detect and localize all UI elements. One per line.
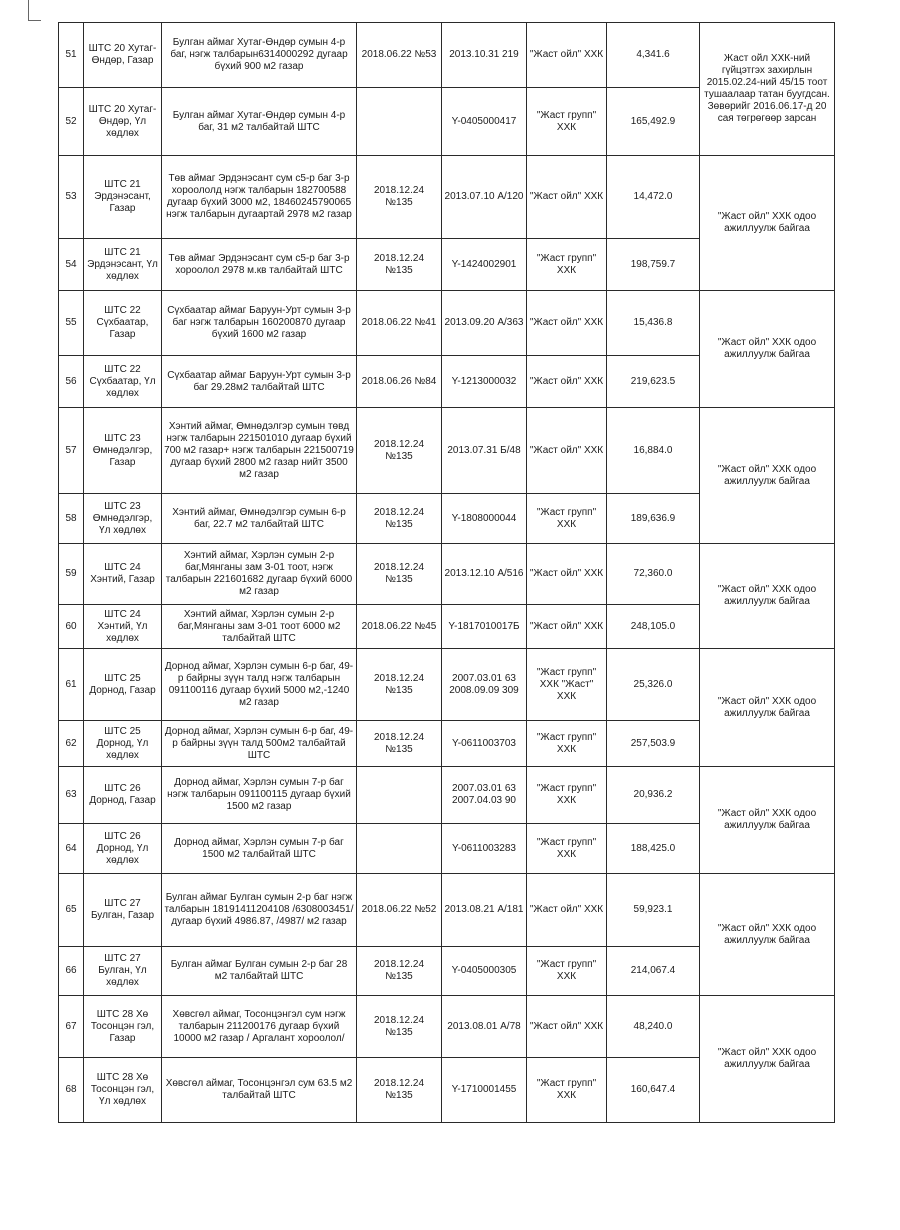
certificate-code: Y-0611003283 <box>442 824 527 874</box>
location-description: Хөвсгөл аймаг, Тосонцэнгэл сум нэгж талбарын 211200176 дугаар бүхий 10000 м2 газар / Аргалант хороолол/ <box>162 996 357 1058</box>
row-number: 52 <box>59 88 84 156</box>
certificate-code: Y-1424002901 <box>442 239 527 291</box>
location-description: Төв аймаг Эрдэнэсант сум с5-р баг 3-р хороололд нэгж талбарын 182700588 дугаар бүхий 3000 м2, 18460245790065 нэгж талбарын дугаартай 2978 м2 газар <box>162 156 357 239</box>
status-note: Жаст ойл ХХК-ний гүйцэтгэх захирлын 2015.02.24-ний 45/15 тоот тушаалаар татан буугдсан. Зөвөрийг 2016.06.17-д 20 сая төгрөгөөр зарсан <box>700 23 835 156</box>
location-description: Төв аймаг Эрдэнэсант сум с5-р баг 3-р хороолол 2978 м.кв талбайтай ШТС <box>162 239 357 291</box>
status-note: "Жаст ойл" ХХК одоо ажиллуулж байгаа <box>700 874 835 996</box>
station-name: ШТС 22 Сүхбаатар, Үл хөдлөх <box>84 356 162 408</box>
owner-company: "Жаст групп" ХХК <box>527 1058 607 1123</box>
location-description: Сүхбаатар аймаг Баруун-Урт сумын 3-р баг нэгж талбарын 160200870 дугаар бүхий 1600 м2 газар <box>162 291 357 356</box>
owner-company: "Жаст групп" ХХК <box>527 494 607 544</box>
station-name: ШТС 26 Дорнод, Газар <box>84 767 162 824</box>
value-amount: 14,472.0 <box>607 156 700 239</box>
certificate-code: Y-0405000305 <box>442 947 527 996</box>
owner-company: "Жаст ойл" ХХК <box>527 356 607 408</box>
owner-company: "Жаст ойл" ХХК <box>527 874 607 947</box>
owner-company: "Жаст ойл" ХХК <box>527 156 607 239</box>
decision-date: 2018.06.22 №52 <box>357 874 442 947</box>
certificate-code: Y-0611003703 <box>442 721 527 767</box>
decision-date: 2018.06.26 №84 <box>357 356 442 408</box>
certificate-code: 2013.08.21 А/181 <box>442 874 527 947</box>
decision-date: 2018.06.22 №53 <box>357 23 442 88</box>
value-amount: 257,503.9 <box>607 721 700 767</box>
owner-company: "Жаст групп" ХХК <box>527 88 607 156</box>
row-number: 56 <box>59 356 84 408</box>
owner-company: "Жаст групп" ХХК <box>527 767 607 824</box>
station-name: ШТС 27 Булган, Үл хөдлөх <box>84 947 162 996</box>
location-description: Хэнтий аймаг, Хэрлэн сумын 2-р баг,Мянганы зам 3-01 тоот, нэгж талбарын 221601682 дугаар бүхий 6000 м2 газар <box>162 544 357 605</box>
row-number: 61 <box>59 649 84 721</box>
owner-company: "Жаст ойл" ХХК <box>527 605 607 649</box>
row-number: 51 <box>59 23 84 88</box>
location-description: Дорнод аймаг, Хэрлэн сумын 6-р баг, 49-р байрны зүүн талд 500м2 талбайтай ШТС <box>162 721 357 767</box>
row-number: 63 <box>59 767 84 824</box>
location-description: Дорнод аймаг, Хэрлэн сумын 6-р баг, 49-р байрны зүүн талд нэгж талбарын 091100116 дугаар бүхий 5000 м2,-1240 м2 газар <box>162 649 357 721</box>
owner-company: "Жаст групп" ХХК <box>527 239 607 291</box>
decision-date <box>357 767 442 824</box>
row-number: 64 <box>59 824 84 874</box>
page-corner-mark <box>28 0 41 21</box>
table-row <box>59 23 835 88</box>
location-description: Булган аймаг Булган сумын 2-р баг 28 м2 талбайтай ШТС <box>162 947 357 996</box>
value-amount: 20,936.2 <box>607 767 700 824</box>
owner-company: "Жаст ойл" ХХК <box>527 291 607 356</box>
location-description: Хэнтий аймаг, Хэрлэн сумын 2-р баг,Мянганы зам 3-01 тоот 6000 м2 талбайтай ШТС <box>162 605 357 649</box>
certificate-code: 2007.03.01 63 2008.09.09 309 <box>442 649 527 721</box>
station-name: ШТС 24 Хэнтий, Үл хөдлөх <box>84 605 162 649</box>
decision-date: 2018.06.22 №41 <box>357 291 442 356</box>
table-row <box>59 649 835 721</box>
decision-date <box>357 824 442 874</box>
table-row <box>59 767 835 824</box>
decision-date: 2018.12.24 №135 <box>357 1058 442 1123</box>
status-note: "Жаст ойл" ХХК одоо ажиллуулж байгаа <box>700 649 835 767</box>
station-name: ШТС 25 Дорнод, Үл хөдлөх <box>84 721 162 767</box>
decision-date <box>357 88 442 156</box>
certificate-code: 2013.07.31 Б/48 <box>442 408 527 494</box>
value-amount: 59,923.1 <box>607 874 700 947</box>
value-amount: 160,647.4 <box>607 1058 700 1123</box>
status-note: "Жаст ойл" ХХК одоо ажиллуулж байгаа <box>700 156 835 291</box>
value-amount: 219,623.5 <box>607 356 700 408</box>
certificate-code: Y-0405000417 <box>442 88 527 156</box>
location-description: Хөвсгөл аймаг, Тосонцэнгэл сум 63.5 м2 талбайтай ШТС <box>162 1058 357 1123</box>
status-note: "Жаст ойл" ХХК одоо ажиллуулж байгаа <box>700 996 835 1123</box>
decision-date: 2018.12.24 №135 <box>357 494 442 544</box>
table-row <box>59 156 835 239</box>
value-amount: 4,341.6 <box>607 23 700 88</box>
property-register-table <box>58 22 835 1123</box>
table-row <box>59 874 835 947</box>
table-row <box>59 408 835 494</box>
certificate-code: 2013.08.01 А/78 <box>442 996 527 1058</box>
station-name: ШТС 28 Хө Тосонцэн гэл, Үл хөдлөх <box>84 1058 162 1123</box>
status-note: "Жаст ойл" ХХК одоо ажиллуулж байгаа <box>700 767 835 874</box>
value-amount: 198,759.7 <box>607 239 700 291</box>
certificate-code: Y-1808000044 <box>442 494 527 544</box>
document-sheet <box>58 22 835 1123</box>
value-amount: 16,884.0 <box>607 408 700 494</box>
station-name: ШТС 27 Булган, Газар <box>84 874 162 947</box>
row-number: 59 <box>59 544 84 605</box>
value-amount: 165,492.9 <box>607 88 700 156</box>
owner-company: "Жаст групп" ХХК <box>527 721 607 767</box>
decision-date: 2018.12.24 №135 <box>357 156 442 239</box>
status-note: "Жаст ойл" ХХК одоо ажиллуулж байгаа <box>700 544 835 649</box>
value-amount: 15,436.8 <box>607 291 700 356</box>
station-name: ШТС 25 Дорнод, Газар <box>84 649 162 721</box>
station-name: ШТС 20 Хутаг-Өндөр, Газар <box>84 23 162 88</box>
certificate-code: 2013.12.10 А/516 <box>442 544 527 605</box>
value-amount: 214,067.4 <box>607 947 700 996</box>
decision-date: 2018.12.24 №135 <box>357 996 442 1058</box>
status-note: "Жаст ойл" ХХК одоо ажиллуулж байгаа <box>700 291 835 408</box>
row-number: 65 <box>59 874 84 947</box>
station-name: ШТС 21 Эрдэнэсант, Үл хөдлөх <box>84 239 162 291</box>
decision-date: 2018.12.24 №135 <box>357 544 442 605</box>
row-number: 62 <box>59 721 84 767</box>
station-name: ШТС 23 Өмнөдэлгэр, Газар <box>84 408 162 494</box>
location-description: Булган аймаг Булган сумын 2-р баг нэгж талбарын 18191411204108 /6308003451/ дугаар бүхий 4986.87, /4987/ м2 газар <box>162 874 357 947</box>
status-note: "Жаст ойл" ХХК одоо ажиллуулж байгаа <box>700 408 835 544</box>
location-description: Булган аймаг Хутаг-Өндөр сумын 4-р баг, 31 м2 талбайтай ШТС <box>162 88 357 156</box>
decision-date: 2018.12.24 №135 <box>357 408 442 494</box>
row-number: 53 <box>59 156 84 239</box>
owner-company: "Жаст ойл" ХХК <box>527 408 607 494</box>
station-name: ШТС 26 Дорнод, Үл хөдлөх <box>84 824 162 874</box>
certificate-code: 2013.09.20 А/363 <box>442 291 527 356</box>
station-name: ШТС 28 Хө Тосонцэн гэл, Газар <box>84 996 162 1058</box>
location-description: Булган аймаг Хутаг-Өндөр сумын 4-р баг, нэгж талбарын6314000292 дугаар бүхий 900 м2 газар <box>162 23 357 88</box>
location-description: Дорнод аймаг, Хэрлэн сумын 7-р баг нэгж талбарын 091100115 дугаар бүхий 1500 м2 газар <box>162 767 357 824</box>
owner-company: "Жаст ойл" ХХК <box>527 996 607 1058</box>
table-row <box>59 996 835 1058</box>
table-row <box>59 544 835 605</box>
decision-date: 2018.12.24 №135 <box>357 239 442 291</box>
table-row <box>59 291 835 356</box>
row-number: 66 <box>59 947 84 996</box>
decision-date: 2018.12.24 №135 <box>357 649 442 721</box>
value-amount: 25,326.0 <box>607 649 700 721</box>
location-description: Хэнтий аймаг, Өмнөдэлгэр сумын төвд нэгж талбарын 221501010 дугаар бүхий 700 м2 газар+ нэгж талбарын 221500719 дугаар бүхий 2800 м2 газар нийт 3500 м2 газар <box>162 408 357 494</box>
row-number: 60 <box>59 605 84 649</box>
owner-company: "Жаст ойл" ХХК <box>527 544 607 605</box>
decision-date: 2018.12.24 №135 <box>357 721 442 767</box>
location-description: Хэнтий аймаг, Өмнөдэлгэр сумын 6-р баг, 22.7 м2 талбайтай ШТС <box>162 494 357 544</box>
certificate-code: 2007.03.01 63 2007.04.03 90 <box>442 767 527 824</box>
owner-company: "Жаст групп" ХХК "Жаст" ХХК <box>527 649 607 721</box>
station-name: ШТС 21 Эрдэнэсант, Газар <box>84 156 162 239</box>
certificate-code: Y-1710001455 <box>442 1058 527 1123</box>
row-number: 58 <box>59 494 84 544</box>
row-number: 68 <box>59 1058 84 1123</box>
row-number: 54 <box>59 239 84 291</box>
station-name: ШТС 20 Хутаг-Өндөр, Үл хөдлөх <box>84 88 162 156</box>
location-description: Дорнод аймаг, Хэрлэн сумын 7-р баг 1500 м2 талбайтай ШТС <box>162 824 357 874</box>
certificate-code: 2013.07.10 А/120 <box>442 156 527 239</box>
station-name: ШТС 23 Өмнөдэлгэр, Үл хөдлөх <box>84 494 162 544</box>
value-amount: 188,425.0 <box>607 824 700 874</box>
owner-company: "Жаст групп" ХХК <box>527 947 607 996</box>
owner-company: "Жаст ойл" ХХК <box>527 23 607 88</box>
row-number: 55 <box>59 291 84 356</box>
value-amount: 248,105.0 <box>607 605 700 649</box>
row-number: 67 <box>59 996 84 1058</box>
value-amount: 72,360.0 <box>607 544 700 605</box>
location-description: Сүхбаатар аймаг Баруун-Урт сумын 3-р баг 29.28м2 талбайтай ШТС <box>162 356 357 408</box>
row-number: 57 <box>59 408 84 494</box>
value-amount: 48,240.0 <box>607 996 700 1058</box>
owner-company: "Жаст групп" ХХК <box>527 824 607 874</box>
station-name: ШТС 22 Сүхбаатар, Газар <box>84 291 162 356</box>
decision-date: 2018.12.24 №135 <box>357 947 442 996</box>
certificate-code: 2013.10.31 219 <box>442 23 527 88</box>
certificate-code: Y-1213000032 <box>442 356 527 408</box>
station-name: ШТС 24 Хэнтий, Газар <box>84 544 162 605</box>
decision-date: 2018.06.22 №45 <box>357 605 442 649</box>
value-amount: 189,636.9 <box>607 494 700 544</box>
certificate-code: Y-1817010017Б <box>442 605 527 649</box>
